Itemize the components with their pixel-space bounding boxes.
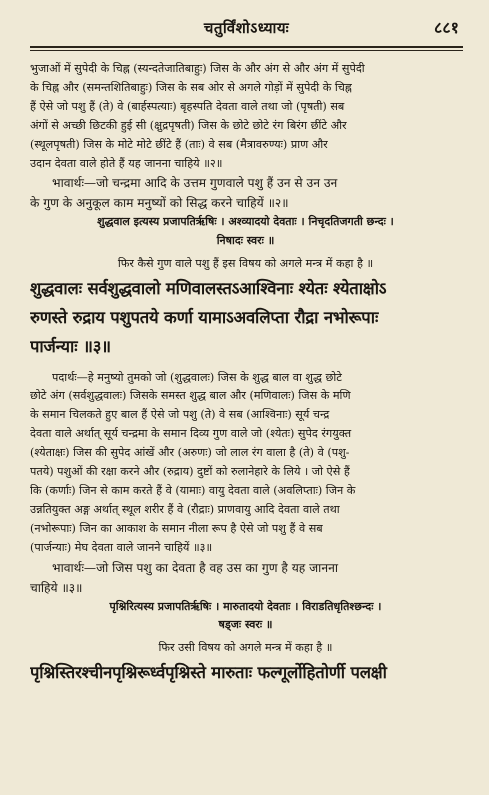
paragraph-meaning-continued xyxy=(30,60,461,173)
mantra-svara: निषादः स्वरः ॥ xyxy=(216,234,275,248)
padarth-line: (श्येताक्षः) जिस की सुपेद आंखें और (अरुणः) जो लाल रंग वाला है (ते) वे (पशु- xyxy=(30,446,350,460)
padarth-line: पदार्थः—हे मनुष्यो तुमको जो (शुद्धवालः) जिस के शुद्ध बाल वा शुद्ध छोटे xyxy=(52,370,342,384)
padarth-line: उन्नतियुक्त अङ्ग अर्थात् स्थूल शरीर हैं वे (रौद्राः) प्राणवायु आदि देवता वाले तथा xyxy=(30,502,340,516)
bhavarth-section-2 xyxy=(30,558,461,598)
mantra-intro: फिर उसी विषय को अगले मन्त्र में कहा है ॥ xyxy=(158,640,333,654)
padarth-line: के समान चिलकते हुए बाल हैं ऐसे जो पशु (ते) वे सब (आश्विनाः) सूर्य चन्द्र xyxy=(30,408,330,422)
padarth-line: कि (कर्णाः) जिन से काम करते हैं वे (यामाः) वायु देवता वाले (अवलिप्ताः) जिन के xyxy=(30,483,356,497)
mantra-verse-3 xyxy=(30,274,461,361)
text-line: के चिह्न और (समन्तशितिबाहुः) जिस के सब ओर से अगले गोड़ों में सुपेदी के चिह्न xyxy=(30,80,352,94)
text-line: भुजाओं में सुपेदी के चिह्न (स्यन्दतेजातिबाहुः) जिस के और अंग से और अंग में सुपेदी xyxy=(30,62,365,75)
mantra-intro: फिर कैसे गुण वाले पशु हैं इस विषय को अगले मन्त्र में कहा है ॥ xyxy=(117,256,374,270)
mantra-verse-4 xyxy=(30,658,461,687)
padarth-line: देवता वाले अर्थात् सूर्य चन्द्रमा के समान दिव्य गुण वाले जो (श्येतः) सुपेद रंगयुक्त xyxy=(30,427,352,441)
text-line: उदान देवता वाले होते हैं यह जानना चाहिये ॥२॥ xyxy=(30,156,223,170)
bhavarth-line: भावार्थः—जो चन्द्रमा आदि के उत्तम गुणवाले पशु हैं उन से उन उन xyxy=(52,176,338,191)
header-rule xyxy=(30,50,463,51)
padarth-line: पतये) पशुओं की रक्षा करने और (रुद्राय) दुष्टों को रुलानेहारे के लिये । जो ऐसे हैं xyxy=(30,465,350,479)
chapter-title: चतुर्विंशोऽध्यायः xyxy=(203,19,290,37)
mantra-line: पार्जन्याः ॥३॥ xyxy=(30,335,111,356)
padarth-line: छोटे अंग (सर्वशुद्धवालः) जिसके समस्त शुद्ध बाल और (मणिवालः) जिस के मणि xyxy=(30,389,351,403)
padarth-line: (नभोरूपाः) जिन का आकाश के समान नीला रूप है ऐसे जो पशु हैं वे सब xyxy=(30,521,323,535)
text-line: हैं ऐसे जो पशु हैं (ते) वे (बार्हस्पत्याः) बृहस्पति देवता वाले तथा जो (पृषती) सब xyxy=(30,99,345,113)
text-line: (स्थूलपृषती) जिस के मोटे मोटे छींटे हैं (ताः) वे सब (मैत्रावरुण्यः) प्राण और xyxy=(30,137,328,151)
padarth-line: (पार्जन्याः) मेघ देवता वाले जानने चाहियें ॥३॥ xyxy=(30,540,213,554)
page-number: ८८१ xyxy=(434,18,459,37)
mantra-line: रुणस्ते रुद्राय पशुपतये कर्णा यामाऽअवलिप्ता रौद्रा नभोरूपाः xyxy=(30,306,379,327)
bhavarth-line: चाहिये ॥३॥ xyxy=(30,580,83,595)
page-body xyxy=(30,60,461,687)
mantra-line: पृश्निस्तिरश्चीनपृश्निरूर्ध्वपृश्निस्ते मारुताः फल्गूर्लोहितोर्णी पलक्षी xyxy=(30,661,387,682)
mantra-line: शुद्धवालः सर्वशुद्धवालो मणिवालस्तऽआश्विनाः श्येतः श्येताक्षोऽ xyxy=(30,277,387,298)
bhavarth-section-1 xyxy=(30,173,461,213)
mantra-svara: षड्जः स्वरः ॥ xyxy=(218,618,273,632)
text-line: अंगों से अच्छी छिटकी हुई सी (क्षुद्रपृषती) जिस के छोटे छोटे रंग बिरंग छींटे और xyxy=(30,118,347,132)
mantra-metadata: पृश्निरित्यस्य प्रजापतिर्ऋषिः । मारुतादयो देवताः । विराडतिधृतिश्छन्दः । xyxy=(109,599,382,613)
padarth-section xyxy=(30,369,461,558)
mantra-metadata: शुद्धवाल इत्यस्य प्रजापतिर्ऋषिः । अश्व्यादयो देवताः । निचृदतिजगती छन्दः । xyxy=(97,215,394,229)
page-header xyxy=(30,14,463,48)
bhavarth-line: भावार्थः—जो जिस पशु का देवता है वह उस का गुण है यह जानना xyxy=(52,560,339,575)
bhavarth-line: के गुण के अनुकूल काम मनुष्यों को सिद्ध करने चाहियें ॥२॥ xyxy=(30,196,289,211)
